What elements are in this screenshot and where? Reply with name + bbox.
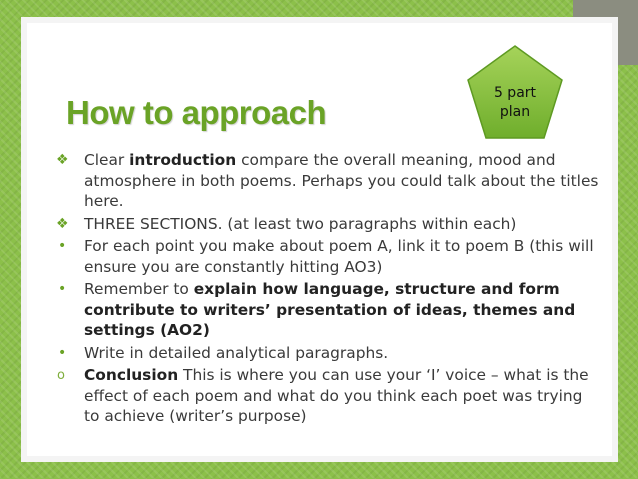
item-text: compare the overall meaning, mood and atmosphere in both poems. Perhaps you could talk about the titles here.	[84, 151, 599, 210]
item-bold: introduction	[129, 151, 237, 169]
diamond-bullet-icon: ❖	[56, 215, 69, 232]
badge-line2: plan	[499, 104, 531, 120]
item-text: Clear	[84, 151, 130, 169]
dot-bullet-icon: •	[58, 344, 67, 361]
item-text: . (at least two paragraphs within each)	[217, 214, 517, 233]
slide-title: How to approach	[66, 94, 327, 131]
list-item	[56, 279, 601, 341]
item-bold: explain how language, structure and form contribute to writers’ presentation of ideas, themes and settings (AO2)	[84, 280, 576, 339]
item-bold: Conclusion	[84, 366, 179, 384]
item-text: THREE SECTIONS	[84, 214, 218, 233]
dot-bullet-icon: •	[58, 238, 67, 254]
list-item	[56, 214, 601, 235]
list-item	[56, 236, 601, 277]
pentagon-label	[465, 84, 565, 122]
badge-line1: 5 part	[493, 85, 537, 101]
list-item	[56, 343, 601, 364]
bullet-list	[56, 150, 601, 429]
list-item	[56, 150, 601, 212]
dot-bullet-icon: •	[58, 281, 67, 297]
item-text: This is where you can use your ‘I’ voice – what is the effect of each poem and what do you think each poet was trying to achieve (writer’s purpose)	[84, 366, 589, 425]
item-text: Write in detailed analytical paragraphs.	[84, 343, 389, 362]
list-item	[56, 365, 601, 427]
item-text: Remember to	[84, 280, 194, 298]
item-text: For each point you make about poem A, link it to poem B (this will ensure you are constantly hitting AO3)	[84, 237, 594, 276]
circle-bullet-icon: o	[57, 368, 65, 383]
diamond-bullet-icon: ❖	[56, 152, 69, 168]
